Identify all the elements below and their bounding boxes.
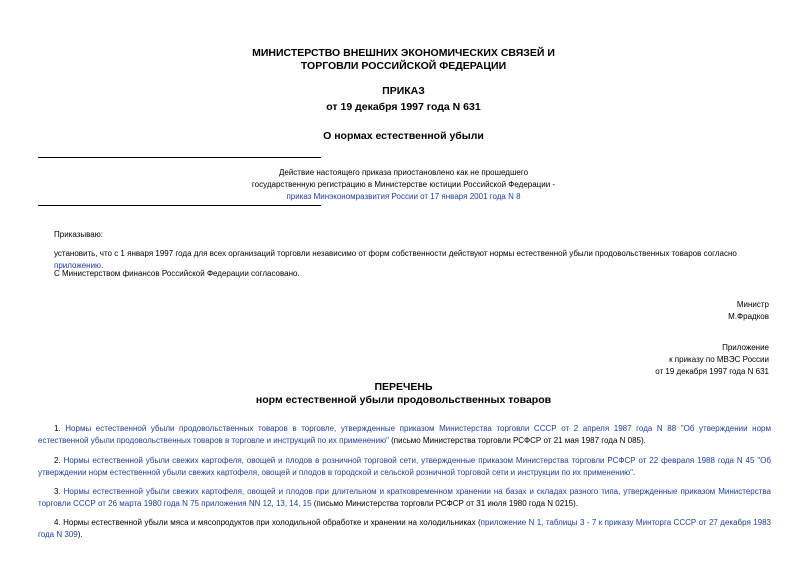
appendix-date: от 19 декабря 1997 года N 631 [655,367,769,376]
document-date: от 19 декабря 1997 года N 631 [326,101,481,113]
list-title: ПЕРЕЧЕНЬ [374,381,433,393]
list-subtitle: норм естественной убыли продовольственных товаров [255,394,552,406]
list-item-number: 3. [54,487,64,496]
ministry-name-line2: ТОРГОВЛИ РОССИЙСКОЙ ФЕДЕРАЦИИ [300,60,507,72]
list-item-tail: . [633,468,636,477]
list-item-link[interactable]: Нормы естественной убыли свежих картофеля, овощей и плодов при длительном и кратковременном хранении на базах и складах разного типа, утвержденные приказом Министерства торговли СССР от 26 марта 1980 года N 75 приложения NN 12, 13, 14, 15 [38,487,771,508]
list-item-number: 4. [54,518,64,527]
establish-end: . [101,261,104,270]
appendix-link[interactable]: приложению [54,261,102,270]
signature-position: Министр [736,300,769,309]
document-type: ПРИКАЗ [382,85,425,97]
divider-top [38,157,321,158]
suspension-notice-line2: государственную регистрацию в Министерстве юстиции Российской Федерации - [251,180,556,189]
establish-text: установить, что с 1 января 1997 года для всех организаций торговли независимо от форм собственности действуют нормы естественной убыли продовольственных товаров согласно [54,249,737,258]
divider-bottom [38,205,321,206]
list-item-tail: (письмо Министерства торговли РСФСР от 21 мая 1987 года N 085). [388,436,646,445]
list-item [38,455,771,479]
appendix-label: Приложение [722,343,769,352]
list-item [38,486,771,510]
agreed-paragraph: С Министерством финансов Российской Федерации согласовано. [54,269,300,278]
order-word: Приказываю: [54,230,103,239]
list-item-tail: (письмо Министерства торговли РСФСР от 31 июля 1980 года N 0215). [311,499,578,508]
list-item [38,517,771,541]
list-item-number: 1. [54,424,66,433]
document-title: О нормах естественной убыли [323,130,484,142]
list-item-link[interactable]: приложение N 1, таблицы 3 - 7 к приказу Минторга СССР от 27 декабря 1983 года N 309 [38,518,772,539]
list-item [38,423,771,447]
suspension-order-link[interactable]: приказ Минэкономразвития России от 17 января 2001 года N 8 [286,192,521,201]
list-item-number: 2. [54,456,64,465]
list-item-tail: ). [77,530,83,539]
list-item-link[interactable]: Нормы естественной убыли свежих картофеля, овощей и плодов в розничной торговой сети, утвержденные приказом Министерства торговли РСФСР от 22 февраля 1988 года N 45 "Об утверждении норм естественной убыли свежих картофеля, овощей и плодов в городской и сельской розничной торговой сети и инструкции по их применению" [38,456,771,477]
list-item-pre: Нормы естественной убыли мяса и мясопродуктов при холодильной обработке и хранении на холодильниках ( [63,518,481,527]
appendix-to-order: к приказу по МВЭС России [669,355,769,364]
suspension-notice-line1: Действие настоящего приказа приостановлено как не прошедшего [278,168,529,177]
ministry-name-line1: МИНИСТЕРСТВО ВНЕШНИХ ЭКОНОМИЧЕСКИХ СВЯЗЕЙ И [252,47,555,59]
signature-name: М.Фрадков [728,312,769,321]
list-item-link[interactable]: Нормы естественной убыли продовольственных товаров в торговле, утвержденные приказом Министерства торговли СССР от 2 апреля 1987 года N 88 "Об утверждении норм естественной убыли продовольственных товаров в торговле и инструкций по их применению" [38,424,771,445]
